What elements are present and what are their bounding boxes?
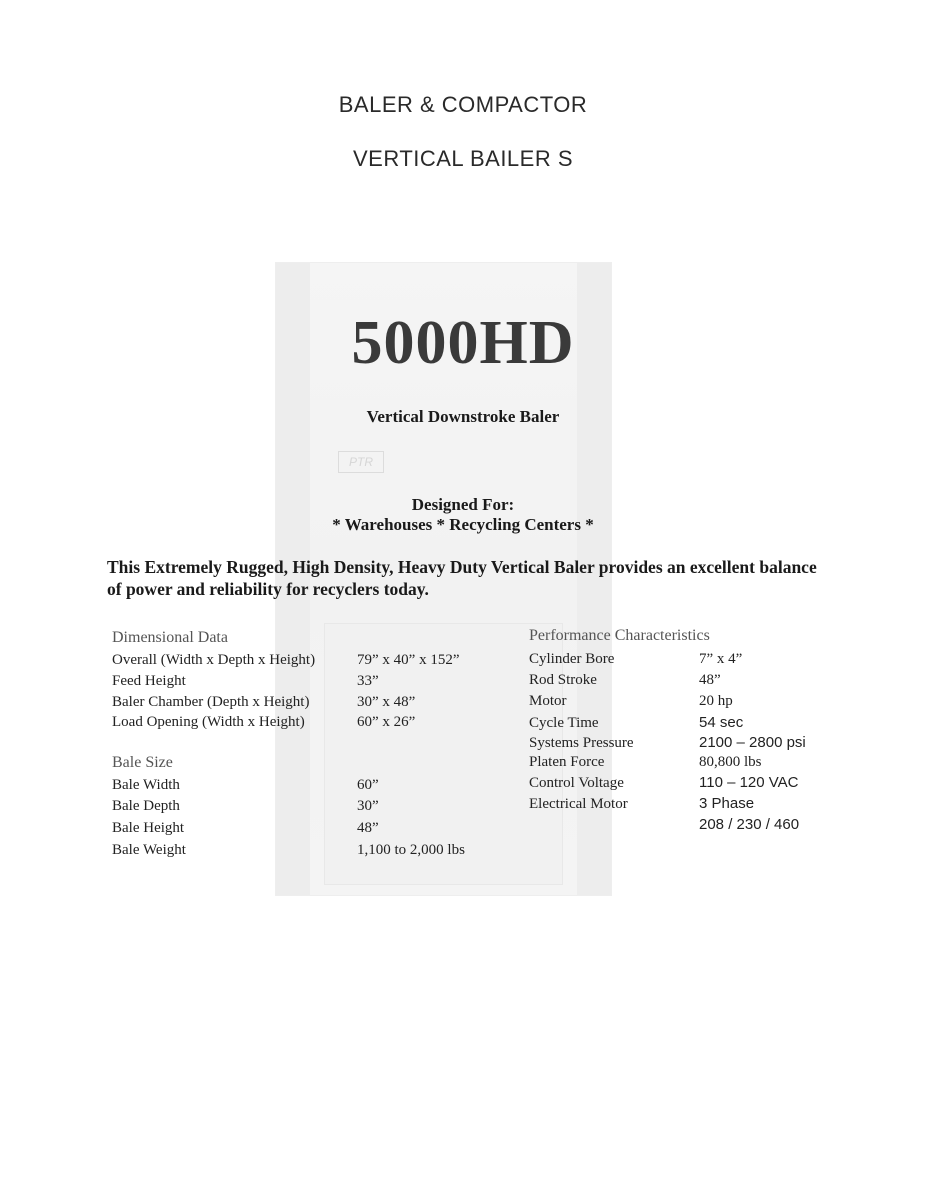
designed-for-items: * Warehouses * Recycling Centers * bbox=[332, 515, 594, 534]
document-page: PTR BALER & COMPACTOR VERTICAL BAILER S 5000HD Vertical Downstroke Baler Designed For: * Warehouses * Recycling Centers * This Extremely Rugged, High Density, Heavy Duty Vertical Baler provides an excellent balance of power and reliability for recyclers today. Dimensional Data Overall (Width x Depth x Height) 79” x 40” x 152” Feed Height 33” Baler Chamber (Depth x Height) 30” x 48” Load Opening (Width x Height) 60” x 26” Bale Size Bale Width 60” Bale Depth 30” Bale Height 48” Bale Weight 1,100 to 2,000 lbs Performance Characteristics Cylinder Bore 7” x 4” Rod Stroke 48” Motor 20 hp Cycle Time 54 sec Systems Pressure 2100 – 2800 psi Platen Force 80,800 lbs Control Voltage 110 – 120 VAC Electrical Motor 3 Phase 208 / 230 / 460 bbox=[0, 0, 926, 1200]
model-title: 5000HD bbox=[351, 309, 575, 377]
designed-for-heading: Designed For: bbox=[411, 495, 515, 514]
header-line-1: BALER & COMPACTOR bbox=[338, 92, 588, 117]
subtitle: Vertical Downstroke Baler bbox=[366, 407, 560, 426]
header-line-2: VERTICAL BAILER S bbox=[352, 146, 574, 171]
ptr-logo: PTR bbox=[338, 451, 384, 473]
bale-size-heading: Bale Size bbox=[112, 754, 173, 771]
intro-paragraph: This Extremely Rugged, High Density, Heavy Duty Vertical Baler provides an excellent balance of power and reliability for recyclers today. bbox=[107, 557, 817, 599]
dimensional-data-heading: Dimensional Data bbox=[112, 629, 228, 646]
performance-heading: Performance Characteristics bbox=[529, 627, 710, 644]
